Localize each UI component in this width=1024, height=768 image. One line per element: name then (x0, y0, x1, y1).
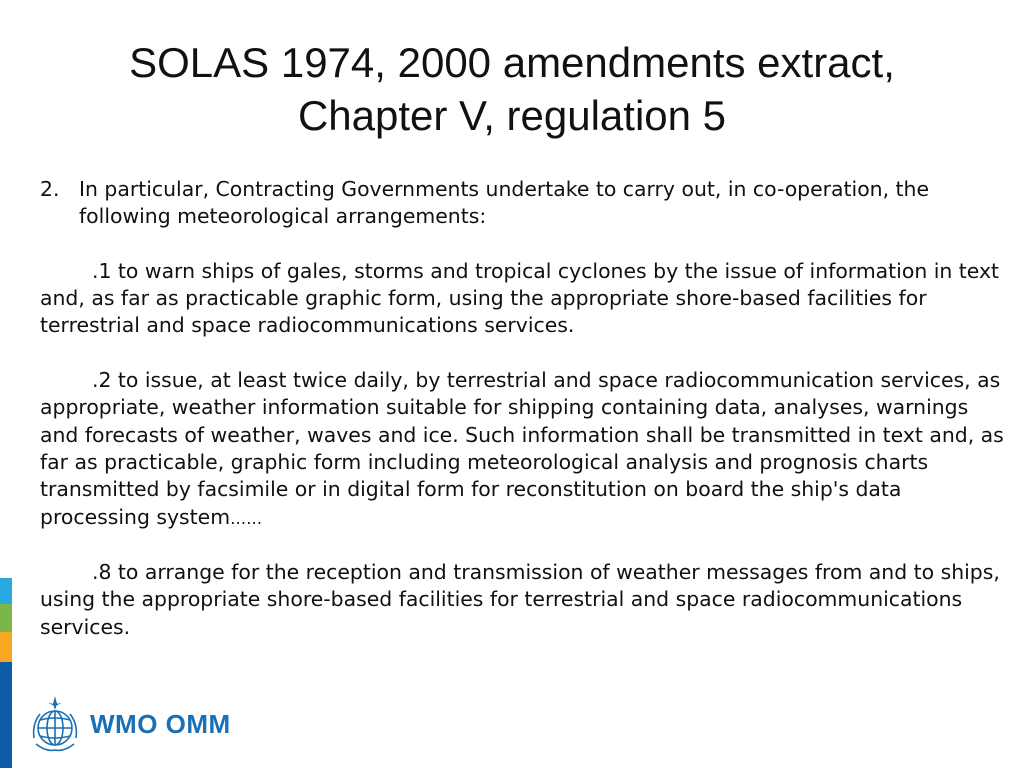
paragraph-1: .1 to warn ships of gales, storms and tropical cyclones by the issue of information in text and, as far as practicable graphic form, using the appropriate shore-based facilities for terrestrial and space radiocommunications services. (40, 258, 1000, 338)
wmo-logo (28, 694, 231, 754)
paragraph-2 (40, 367, 1010, 532)
paragraph-2-ellipsis: …… (230, 508, 263, 528)
stripe-green (0, 604, 12, 632)
item-number: 2. (40, 177, 60, 201)
title-line-1: SOLAS 1974, 2000 amendments extract, (129, 39, 895, 86)
stripe-orange (0, 632, 12, 662)
title-line-2: Chapter V, regulation 5 (297, 92, 727, 139)
paragraph-3: .8 to arrange for the reception and transmission of weather messages from and to ships, using the appropriate shore-based facilities for terrestrial and space radiocommunications services. (40, 560, 1000, 639)
stripe-blue (0, 578, 12, 604)
paragraph-2-text: .2 to issue, at least twice daily, by terrestrial and space radiocommunication services, as appropriate, weather information suitable for shipping containing data, analyses, warnings and forecasts of weather, waves and ice. Such information shall be transmitted in text and, as far as practicable, graphic form including meteorological analysis and prognosis charts transmitted by facsimile or in digital form for reconstitution on board the ship's data processing system (40, 368, 1011, 529)
wmo-emblem-icon (28, 694, 82, 754)
regulation-text (40, 176, 1010, 641)
numbered-item (40, 176, 1010, 231)
slide-title (0, 36, 1024, 142)
item-text: In particular, Contracting Governments undertake to carry out, in co-operation, the following meteorological arrangements: (79, 177, 930, 229)
stripe-navy (0, 662, 12, 768)
logo-text: WMO OMM (90, 708, 231, 739)
